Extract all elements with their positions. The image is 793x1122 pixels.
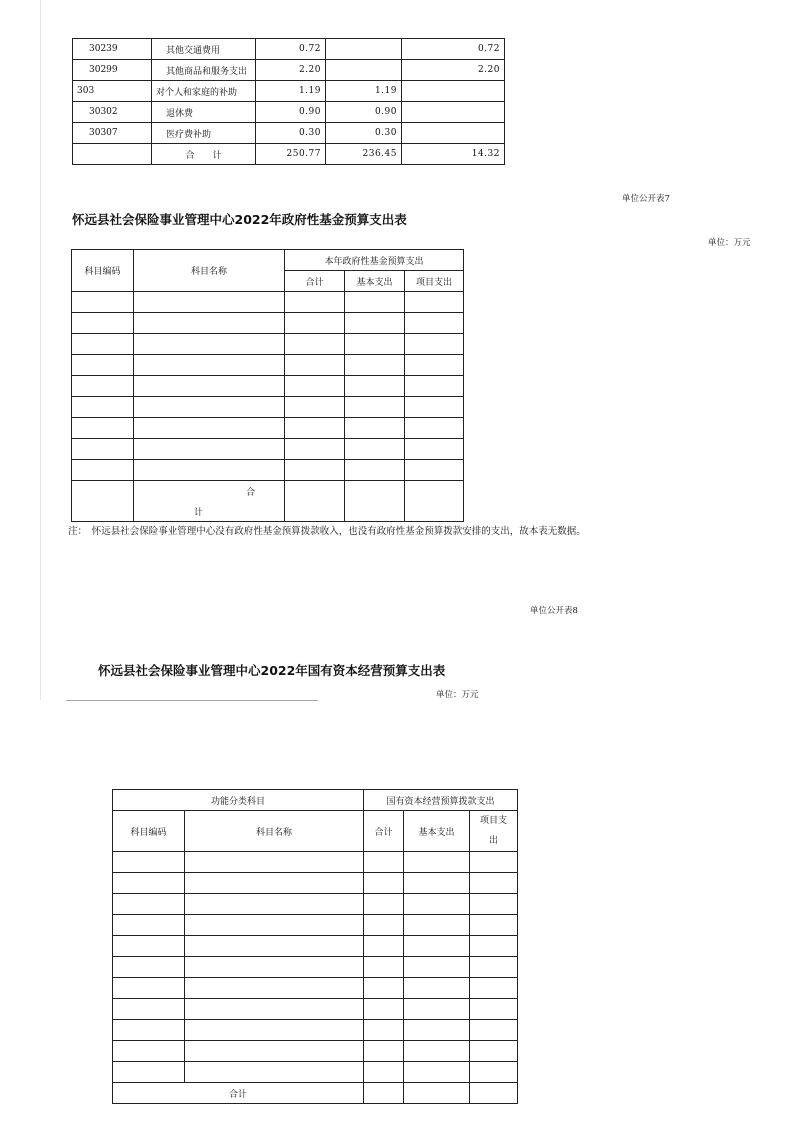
- empty-row: [72, 292, 464, 313]
- row-basic: 1.19: [326, 81, 402, 102]
- header-name-8: 科目名称: [185, 811, 364, 852]
- row-basic: [326, 39, 402, 60]
- row-total: 0.30: [256, 123, 326, 144]
- empty-row: [113, 1062, 518, 1083]
- row-total: 1.19: [256, 81, 326, 102]
- header-project: 项目支出: [405, 271, 464, 292]
- row-total: 0.72: [256, 39, 326, 60]
- total-label-cell-8: [113, 1083, 364, 1104]
- row-total: 2.20: [256, 60, 326, 81]
- total-label-2: 计: [194, 508, 204, 518]
- row-basic: 0.90: [326, 102, 402, 123]
- row-code: 30239: [73, 39, 152, 60]
- row-code: 30302: [73, 102, 152, 123]
- row-basic: 0.30: [326, 123, 402, 144]
- empty-row: [113, 999, 518, 1020]
- row-project: [402, 123, 505, 144]
- total-basic: 236.45: [326, 144, 402, 165]
- row-name: 退休费: [152, 102, 256, 123]
- page-title-8: 怀远县社会保险事业管理中心2022年国有资本经营预算支出表: [98, 663, 446, 678]
- table-row: [73, 60, 505, 81]
- empty-row: [113, 894, 518, 915]
- empty-row: [113, 957, 518, 978]
- row-project: [402, 81, 505, 102]
- row-project: 0.72: [402, 39, 505, 60]
- empty-row: [113, 978, 518, 999]
- total-total: 250.77: [256, 144, 326, 165]
- empty-row: [72, 418, 464, 439]
- table-row: [73, 123, 505, 144]
- row-basic: [326, 60, 402, 81]
- row-code: 30307: [73, 123, 152, 144]
- row-name: 对个人和家庭的补助: [152, 81, 256, 102]
- unit-label-8: 单位：万元: [436, 690, 479, 700]
- empty-row: [113, 936, 518, 957]
- header-basic: 基本支出: [345, 271, 405, 292]
- table-row: [73, 102, 505, 123]
- row-name: 其他商品和服务支出: [152, 60, 256, 81]
- page-title-7: 怀远县社会保险事业管理中心2022年政府性基金预算支出表: [72, 212, 407, 227]
- header-group-8: 国有资本经营预算拨款支出: [364, 790, 518, 811]
- table-row: [73, 39, 505, 60]
- header-func: 功能分类科目: [113, 790, 364, 811]
- table-number-8: 单位公开表8: [530, 606, 578, 616]
- empty-row: [72, 313, 464, 334]
- total-label-cell: [134, 481, 285, 522]
- divider: [66, 700, 318, 701]
- empty-row: [72, 460, 464, 481]
- page-margin-line: [40, 0, 41, 700]
- total-code-cell: [72, 481, 134, 522]
- table-row: [73, 81, 505, 102]
- row-project: 2.20: [402, 60, 505, 81]
- empty-row: [72, 439, 464, 460]
- header-basic-8: 基本支出: [404, 811, 470, 852]
- empty-row: [113, 873, 518, 894]
- header-total-8: 合计: [364, 811, 404, 852]
- row-code: 30299: [73, 60, 152, 81]
- empty-row: [113, 852, 518, 873]
- empty-row: [113, 1020, 518, 1041]
- header-group: 本年政府性基金预算支出: [285, 250, 464, 271]
- header-code: 科目编码: [72, 250, 134, 292]
- total-row: [73, 144, 505, 165]
- gov-fund-table: [71, 249, 464, 522]
- empty-row: [72, 397, 464, 418]
- top-expense-table: [72, 38, 505, 165]
- note-text: 注： 怀远县社会保险事业管理中心没有政府性基金预算拨款收入，也没有政府性基金预算拨款安排的支出，故本表无数据。: [68, 526, 586, 537]
- row-project: [402, 102, 505, 123]
- row-name: 医疗费补助: [152, 123, 256, 144]
- unit-label-7: 单位：万元: [708, 238, 751, 248]
- table-number-7: 单位公开表7: [622, 194, 670, 204]
- header-project-8: 项目支 出: [470, 811, 518, 852]
- total-label: 合 计: [152, 144, 256, 165]
- empty-row: [72, 355, 464, 376]
- row-name: 其他交通费用: [152, 39, 256, 60]
- row-total: 0.90: [256, 102, 326, 123]
- empty-row: [72, 334, 464, 355]
- empty-row: [72, 376, 464, 397]
- state-capital-table: [112, 789, 518, 1104]
- row-code: 303: [73, 81, 152, 102]
- header-total: 合计: [285, 271, 345, 292]
- total-label-8: 合计: [229, 1090, 248, 1100]
- empty-row: [113, 1041, 518, 1062]
- empty-row: [113, 915, 518, 936]
- total-label-1: 合: [246, 488, 256, 498]
- header-name: 科目名称: [134, 250, 285, 292]
- total-project: 14.32: [402, 144, 505, 165]
- header-code-8: 科目编码: [113, 811, 185, 852]
